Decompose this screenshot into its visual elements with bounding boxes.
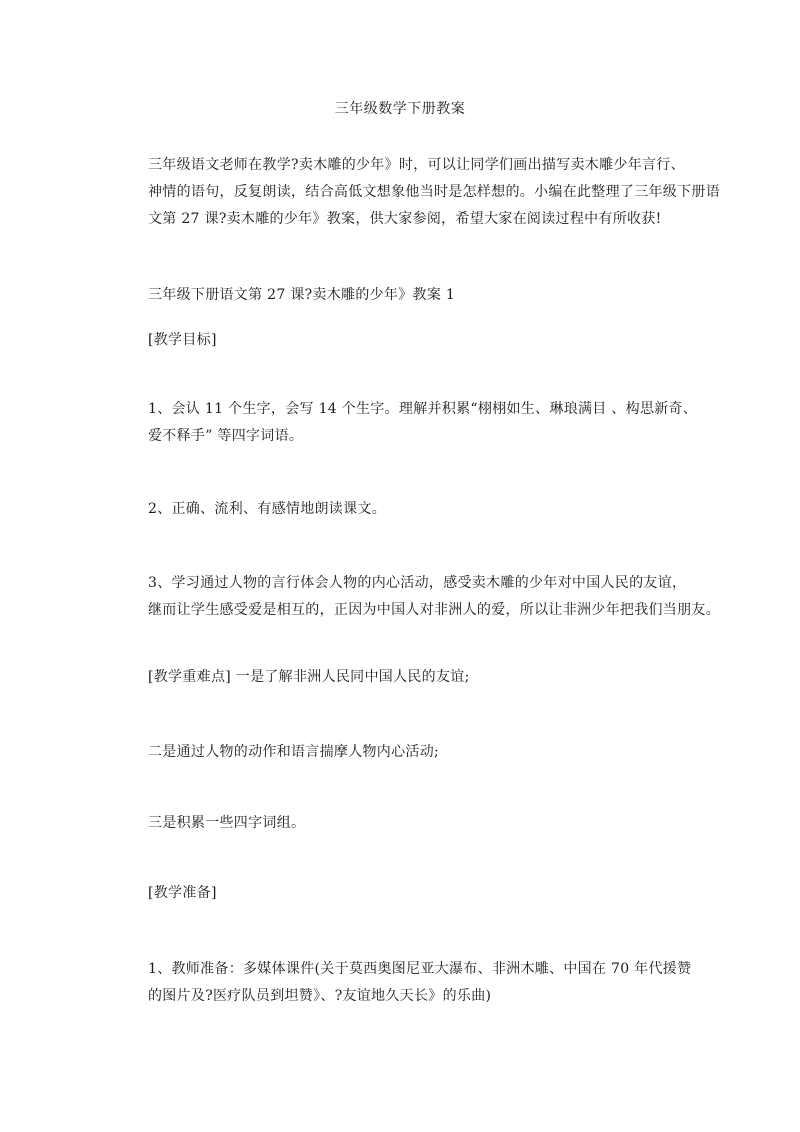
- preparation-1-paragraph: [148, 956, 692, 1010]
- objectives-heading-text: [教学目标]: [148, 332, 217, 348]
- preparation-heading: [148, 880, 688, 907]
- objective-1-line-1: 1、会认 11 个生字，会写 14 个生字。理解并积累“栩栩如生、琳琅满目 、构思新奇、: [148, 401, 698, 417]
- preparation-1-line-2: 的图片及?医疗队员到坦赞》、?友谊地久天长》的乐曲): [148, 988, 492, 1004]
- key-points-paragraph-2: [148, 739, 688, 766]
- intro-line-1: 三年级语文老师在教学?卖木雕的少年》时，可以让同学们画出描写卖木雕少年言行、: [148, 157, 685, 173]
- preparation-heading-text: [教学准备]: [148, 885, 217, 901]
- objective-3-line-1: 3、学习通过人物的言行体会人物的内心活动，感受卖木雕的少年对中国人民的友谊，: [148, 575, 687, 591]
- objective-2-paragraph: [148, 496, 688, 523]
- lesson-heading: [148, 282, 688, 309]
- objective-1-line-2: 爱不释手” 等四字词语。: [148, 428, 304, 444]
- objectives-heading: [148, 327, 688, 354]
- preparation-1-line-1: 1、教师准备：多媒体课件(关于莫西奥图尼亚大瀑布、非洲木雕、中国在 70 年代援赞: [148, 961, 692, 977]
- key-points-paragraph-1: [148, 664, 688, 691]
- objective-1-paragraph: [148, 396, 698, 450]
- key-points-paragraph-3: [148, 810, 688, 837]
- intro-paragraph: [148, 152, 720, 233]
- intro-line-3: 文第 27 课?卖木雕的少年》教案，供大家参阅，希望大家在阅读过程中有所收获!: [148, 211, 662, 227]
- key-points-text-2: 二是通过人物的动作和语言揣摩人物内心活动;: [148, 744, 440, 760]
- objective-3-paragraph: [148, 570, 720, 624]
- key-points-text-3: 三是积累一些四字词组。: [148, 815, 306, 831]
- key-points-text-1: [教学重难点] 一是了解非洲人民同中国人民的友谊;: [148, 669, 470, 685]
- intro-line-2: 神情的语句，反复朗读，结合高低文想象他当时是怎样想的。小编在此整理了三年级下册语: [148, 184, 720, 200]
- document-title: 三年级数学下册教案: [334, 101, 466, 117]
- objective-3-line-2: 继而让学生感受爱是相互的，正因为中国人对非洲人的爱，所以让非洲少年把我们当朋友。: [148, 602, 720, 618]
- objective-2-text: 2、正确、流利、有感情地朗读课文。: [148, 501, 387, 517]
- lesson-heading-text: 三年级下册语文第 27 课?卖木雕的少年》教案 1: [148, 287, 456, 303]
